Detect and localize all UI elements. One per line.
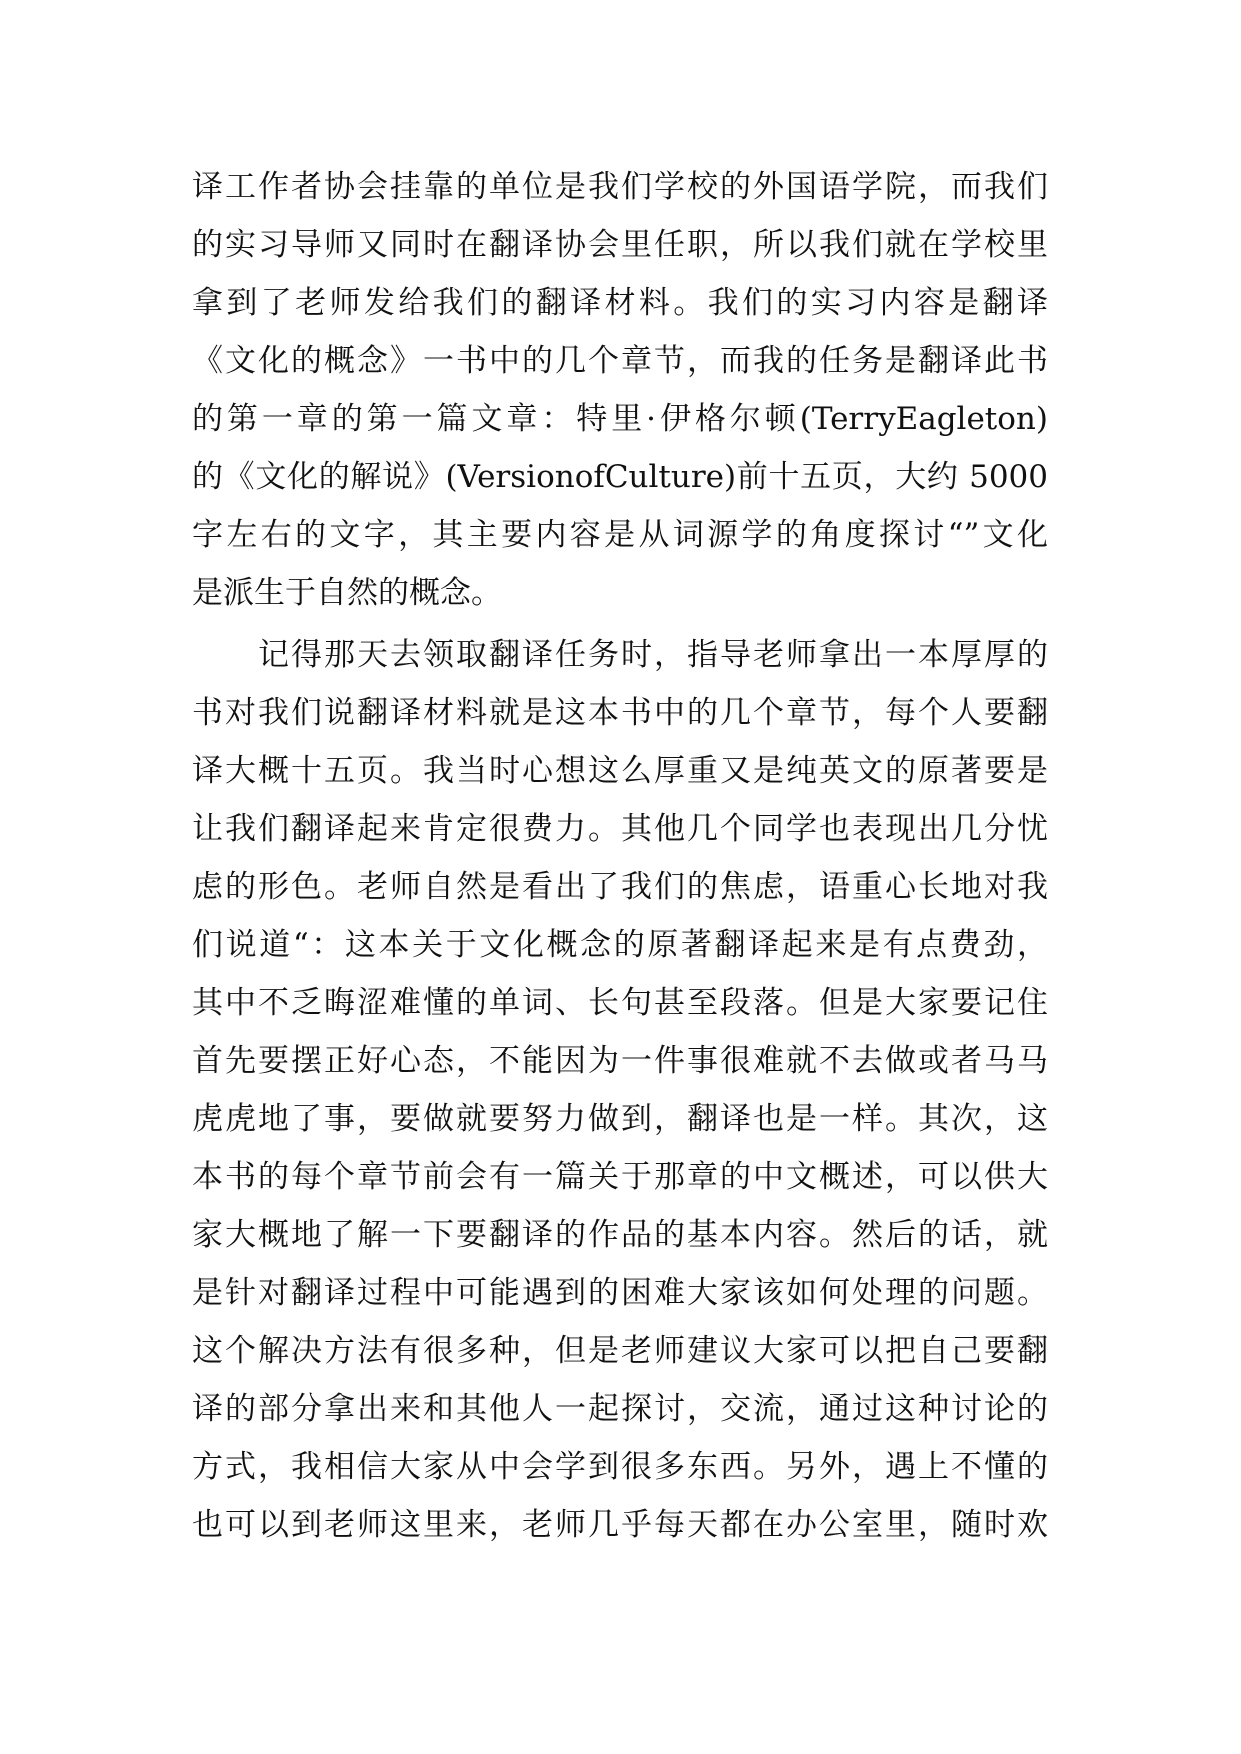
text-line: 让我们翻译起来肯定很费力。其他几个同学也表现出几分忧 [192, 811, 1048, 847]
body-text [192, 158, 1048, 1554]
text-line: 这个解决方法有很多种，但是老师建议大家可以把自己要翻 [192, 1333, 1048, 1369]
text-line: 译大概十五页。我当时心想这么厚重又是纯英文的原著要是 [192, 753, 1048, 789]
text-line: 记得那天去领取翻译任务时，指导老师拿出一本厚厚的 [192, 637, 1048, 673]
text-line: 们说道“：这本关于文化概念的原著翻译起来是有点费劲， [192, 927, 1048, 963]
text-line: 家大概地了解一下要翻译的作品的基本内容。然后的话，就 [192, 1217, 1048, 1253]
text-line: 虎虎地了事，要做就要努力做到，翻译也是一样。其次，这 [192, 1101, 1048, 1137]
text-line: 虑的形色。老师自然是看出了我们的焦虑，语重心长地对我 [192, 869, 1048, 905]
text-line: 也可以到老师这里来，老师几乎每天都在办公室里，随时欢 [192, 1507, 1048, 1543]
text-line: 的《文化的解说》(VersionofCulture)前十五页，大约 5000 [192, 459, 1048, 495]
text-line: 是针对翻译过程中可能遇到的困难大家该如何处理的问题。 [192, 1275, 1048, 1311]
text-line: 是派生于自然的概念。 [192, 575, 502, 611]
paragraph-teacher-advice [192, 626, 1048, 1554]
text-line: 的实习导师又同时在翻译协会里任职，所以我们就在学校里 [192, 227, 1048, 263]
text-line: 《文化的概念》一书中的几个章节，而我的任务是翻译此书 [192, 343, 1048, 379]
text-line: 译工作者协会挂靠的单位是我们学校的外国语学院，而我们 [192, 169, 1048, 205]
text-line: 方式，我相信大家从中会学到很多东西。另外，遇上不懂的 [192, 1449, 1048, 1485]
text-line: 书对我们说翻译材料就是这本书中的几个章节，每个人要翻 [192, 695, 1048, 731]
text-line: 拿到了老师发给我们的翻译材料。我们的实习内容是翻译 [192, 285, 1048, 321]
text-line: 本书的每个章节前会有一篇关于那章的中文概述，可以供大 [192, 1159, 1048, 1195]
text-line: 的第一章的第一篇文章：特里·伊格尔顿(TerryEagleton) [192, 401, 1048, 437]
text-line: 字左右的文字，其主要内容是从词源学的角度探讨“”文化 [192, 517, 1048, 553]
paragraph-internship-material [192, 158, 1048, 622]
text-line: 首先要摆正好心态，不能因为一件事很难就不去做或者马马 [192, 1043, 1048, 1079]
text-line: 译的部分拿出来和其他人一起探讨，交流，通过这种讨论的 [192, 1391, 1048, 1427]
text-line: 其中不乏晦涩难懂的单词、长句甚至段落。但是大家要记住 [192, 985, 1048, 1021]
